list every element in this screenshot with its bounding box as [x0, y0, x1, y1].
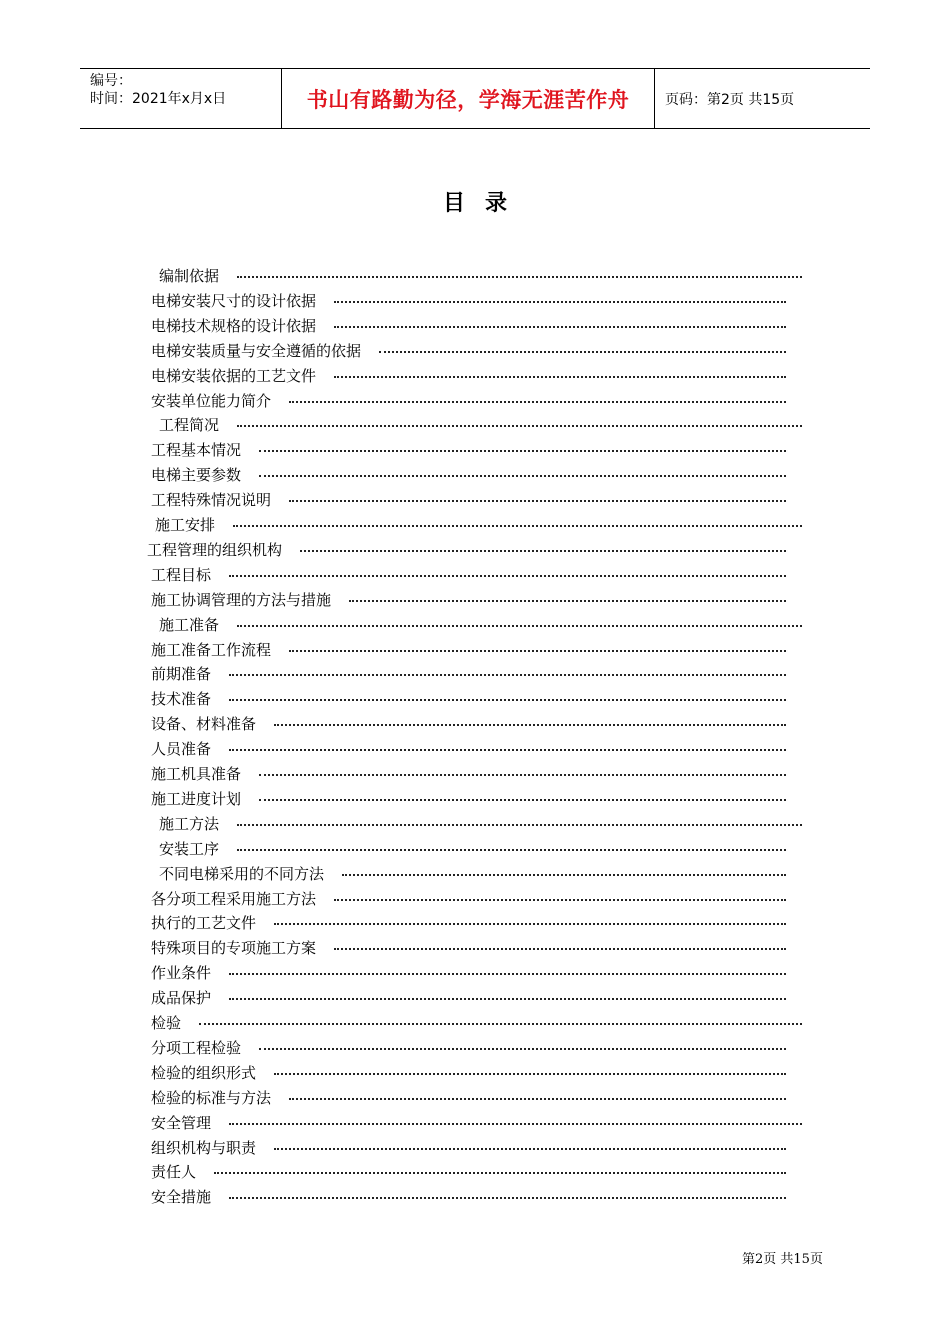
toc-entry[interactable] — [0, 289, 950, 313]
toc-entry[interactable] — [0, 364, 950, 388]
toc-entry[interactable] — [0, 1011, 950, 1035]
toc-entry[interactable] — [0, 389, 950, 413]
toc-entry-label: 分项工程检验 — [151, 1038, 242, 1057]
toc-entry[interactable] — [0, 862, 950, 886]
toc-leader-dots — [229, 699, 786, 701]
toc-entry[interactable] — [0, 1136, 950, 1160]
toc-entry-label: 设备、材料准备 — [151, 715, 257, 734]
toc-entry[interactable] — [0, 812, 950, 836]
toc-entry[interactable] — [0, 563, 950, 587]
toc-entry-label: 作业条件 — [151, 964, 212, 983]
header-meta — [80, 69, 282, 128]
toc-entry[interactable] — [0, 538, 950, 562]
toc-entry-label: 执行的工艺文件 — [151, 914, 257, 933]
toc-leader-dots — [334, 326, 786, 328]
toc-leader-dots — [237, 824, 802, 826]
toc-leader-dots — [289, 650, 786, 652]
toc-leader-dots — [274, 1148, 786, 1150]
toc-leader-dots — [259, 774, 786, 776]
toc-entry-label: 前期准备 — [151, 665, 212, 684]
toc-leader-dots — [274, 923, 786, 925]
page-footer: 第2页 共15页 — [742, 1252, 823, 1267]
toc-entry[interactable] — [0, 1061, 950, 1085]
toc-entry[interactable] — [0, 638, 950, 662]
toc-entry-label: 检验的标准与方法 — [151, 1088, 272, 1107]
toc-entry-label: 施工协调管理的方法与措施 — [151, 590, 332, 609]
toc-entry-label: 安全管理 — [151, 1113, 212, 1132]
toc-leader-dots — [229, 1123, 802, 1125]
toc-entry[interactable] — [0, 837, 950, 861]
toc-entry-label: 电梯安装质量与安全遵循的依据 — [151, 341, 362, 360]
document-number-label: 编号： — [90, 73, 132, 89]
toc-leader-dots — [342, 874, 786, 876]
toc-entry[interactable] — [0, 1160, 950, 1184]
toc-entry-label: 特殊项目的专项施工方案 — [151, 939, 317, 958]
toc-leader-dots — [237, 849, 786, 851]
toc-entry-label: 责任人 — [151, 1163, 197, 1182]
page-title: 目录 — [442, 191, 527, 216]
toc-leader-dots — [379, 351, 786, 353]
toc-entry-label: 施工方法 — [159, 814, 220, 833]
toc-entry-label: 检验的组织形式 — [151, 1063, 257, 1082]
toc-entry[interactable] — [0, 712, 950, 736]
toc-entry[interactable] — [0, 687, 950, 711]
toc-entry-label: 各分项工程采用施工方法 — [151, 889, 317, 908]
toc-entry-label: 施工准备 — [159, 615, 220, 634]
toc-entry-label: 人员准备 — [151, 740, 212, 759]
toc-entry[interactable] — [0, 1036, 950, 1060]
toc-leader-dots — [229, 575, 786, 577]
toc-leader-dots — [229, 1197, 786, 1199]
toc-entry[interactable] — [0, 936, 950, 960]
toc-entry[interactable] — [0, 438, 950, 462]
toc-entry-label: 技术准备 — [151, 690, 212, 709]
toc-leader-dots — [349, 600, 786, 602]
toc-entry[interactable] — [0, 1086, 950, 1110]
toc-entry[interactable] — [0, 887, 950, 911]
toc-entry[interactable] — [0, 314, 950, 338]
toc-leader-dots — [237, 425, 802, 427]
toc-entry-label: 工程基本情况 — [151, 441, 242, 460]
toc-entry[interactable] — [0, 264, 950, 288]
toc-leader-dots — [334, 948, 786, 950]
toc-entry-label: 电梯安装尺寸的设计依据 — [151, 291, 317, 310]
page-header — [80, 68, 870, 129]
toc-entry[interactable] — [0, 662, 950, 686]
toc-leader-dots — [289, 1098, 786, 1100]
toc-entry-label: 电梯安装依据的工艺文件 — [151, 366, 317, 385]
toc-entry-label: 电梯技术规格的设计依据 — [151, 316, 317, 335]
toc-entry[interactable] — [0, 762, 950, 786]
toc-entry-label: 施工安排 — [155, 516, 216, 534]
toc-leader-dots — [199, 1023, 802, 1025]
toc-entry[interactable] — [0, 463, 950, 487]
toc-entry-label: 检验 — [151, 1014, 182, 1032]
toc-leader-dots — [274, 724, 786, 726]
toc-entry[interactable] — [0, 1185, 950, 1209]
toc-entry[interactable] — [0, 613, 950, 637]
toc-entry-label: 工程目标 — [151, 565, 212, 584]
toc-entry[interactable] — [0, 737, 950, 761]
header-motto: 书山有路勤为径，学海无涯苦作舟 — [282, 69, 655, 128]
toc-leader-dots — [289, 401, 786, 403]
toc-entry[interactable] — [0, 1111, 950, 1135]
toc-leader-dots — [259, 799, 786, 801]
toc-leader-dots — [214, 1172, 786, 1174]
toc-leader-dots — [259, 450, 786, 452]
toc-leader-dots — [229, 998, 786, 1000]
toc-leader-dots — [259, 475, 786, 477]
toc-entry-label: 安装工序 — [159, 839, 220, 858]
toc-leader-dots — [334, 301, 786, 303]
toc-entry-label: 工程简况 — [159, 416, 220, 435]
toc-entry[interactable] — [0, 513, 950, 537]
toc-entry[interactable] — [0, 986, 950, 1010]
toc-leader-dots — [237, 625, 802, 627]
toc-leader-dots — [229, 973, 786, 975]
toc-entry-label: 不同电梯采用的不同方法 — [159, 864, 325, 883]
toc-leader-dots — [334, 376, 786, 378]
toc-entry-label: 组织机构与职责 — [151, 1138, 257, 1157]
header-page-info: 页码：第2页 共15页 — [665, 91, 795, 108]
toc-entry-label: 工程特殊情况说明 — [151, 491, 272, 510]
toc-leader-dots — [259, 1048, 786, 1050]
document-date: 时间：2021年x月x日 — [90, 91, 227, 107]
toc-leader-dots — [300, 550, 786, 552]
toc-entry-label: 施工进度计划 — [151, 789, 242, 808]
toc-entry-label: 安装单位能力简介 — [151, 391, 272, 410]
toc-leader-dots — [229, 749, 786, 751]
toc-entry-label: 成品保护 — [151, 989, 212, 1008]
toc-leader-dots — [237, 276, 802, 278]
toc-leader-dots — [289, 500, 786, 502]
toc-entry[interactable] — [0, 961, 950, 985]
toc-entry-label: 施工准备工作流程 — [151, 640, 272, 659]
toc-entry-label: 编制依据 — [159, 267, 220, 285]
toc-leader-dots — [229, 674, 786, 676]
toc-entry-label: 电梯主要参数 — [151, 466, 242, 485]
toc-entry[interactable] — [0, 911, 950, 935]
toc-entry-label: 施工机具准备 — [151, 765, 242, 783]
toc-entry[interactable] — [0, 588, 950, 612]
toc-leader-dots — [274, 1073, 786, 1075]
toc-entry-label: 工程管理的组织机构 — [147, 540, 283, 559]
toc-leader-dots — [233, 525, 802, 527]
toc-entry[interactable] — [0, 339, 950, 363]
toc-entry[interactable] — [0, 488, 950, 512]
toc-entry-label: 安全措施 — [151, 1188, 212, 1207]
toc-leader-dots — [334, 899, 786, 901]
toc-entry[interactable] — [0, 787, 950, 811]
toc-entry[interactable] — [0, 413, 950, 437]
